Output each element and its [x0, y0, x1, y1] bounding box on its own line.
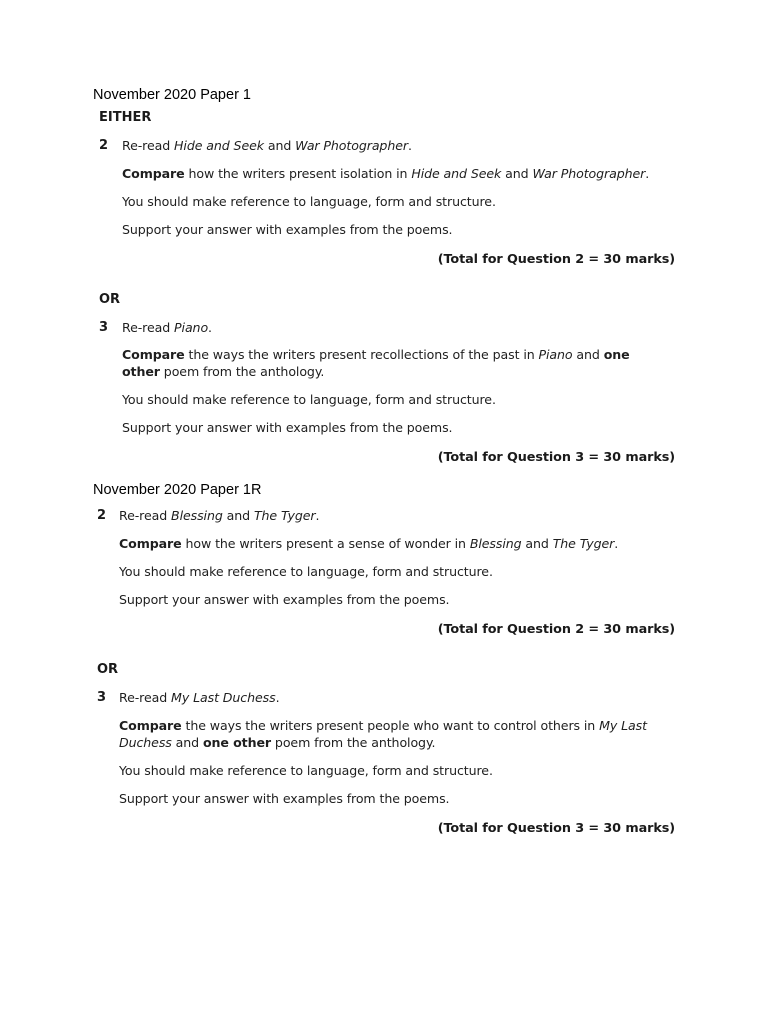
poem-title: Duchess	[119, 735, 172, 750]
poem-title: Piano	[174, 320, 209, 335]
question-2-total: (Total for Question 2 = 30 marks)	[437, 622, 675, 637]
poem-title: War Photographer	[295, 138, 408, 153]
paper1r-title: November 2020 Paper 1R	[93, 482, 262, 498]
question-2-reference: You should make reference to language, form and structure.	[122, 194, 496, 209]
question-2-compare: Compare how the writers present a sense of wonder in Blessing and The Tyger.	[119, 536, 619, 551]
question-2-number: 2	[97, 508, 107, 523]
poem-title: Blessing	[469, 536, 522, 551]
question-2-reread: Re-read Hide and Seek and War Photographer.	[122, 138, 412, 153]
question-3-number: 3	[97, 690, 107, 705]
question-3-total: (Total for Question 3 = 30 marks)	[437, 821, 675, 836]
question-3-reread: Re-read My Last Duchess.	[119, 690, 280, 705]
question-3-reference: You should make reference to language, form and structure.	[122, 392, 496, 407]
question-2-reread: Re-read Blessing and The Tyger.	[119, 508, 320, 523]
question-3-compare-line2: Duchess and one other poem from the anthology.	[119, 735, 436, 750]
question-3-support: Support your answer with examples from the poems.	[119, 791, 450, 806]
question-2-reference: You should make reference to language, form and structure.	[119, 564, 493, 579]
poem-title: The Tyger	[253, 508, 316, 523]
poem-title: Blessing	[171, 508, 223, 523]
question-2-compare: Compare how the writers present isolation in Hide and Seek and War Photographer.	[122, 166, 650, 181]
question-2-number: 2	[99, 138, 109, 153]
or-label: OR	[97, 662, 119, 677]
either-label: EITHER	[99, 110, 152, 125]
poem-title: My Last	[599, 718, 647, 733]
or-label: OR	[99, 292, 121, 307]
question-3-number: 3	[99, 320, 109, 335]
question-3-compare-line1: Compare the ways the writers present recollections of the past in Piano and one	[122, 347, 630, 362]
poem-title: Hide and Seek	[411, 166, 502, 181]
question-3-compare-line2: other poem from the anthology.	[122, 364, 325, 379]
poem-title: The Tyger	[552, 536, 615, 551]
question-2-total: (Total for Question 2 = 30 marks)	[437, 252, 675, 267]
question-3-reread: Re-read Piano.	[122, 320, 212, 335]
question-2-support: Support your answer with examples from the poems.	[122, 222, 453, 237]
poem-title: Piano	[538, 347, 573, 362]
question-3-compare-line1: Compare the ways the writers present people who want to control others in My Last	[119, 718, 647, 733]
poem-title: War Photographer	[532, 166, 646, 181]
paper1-title: November 2020 Paper 1	[93, 87, 251, 103]
poem-title: My Last Duchess	[171, 690, 276, 705]
question-3-total: (Total for Question 3 = 30 marks)	[437, 450, 675, 465]
question-3-support: Support your answer with examples from the poems.	[122, 420, 453, 435]
question-3-reference: You should make reference to language, form and structure.	[119, 763, 493, 778]
question-2-support: Support your answer with examples from the poems.	[119, 592, 450, 607]
poem-title: Hide and Seek	[174, 138, 264, 153]
